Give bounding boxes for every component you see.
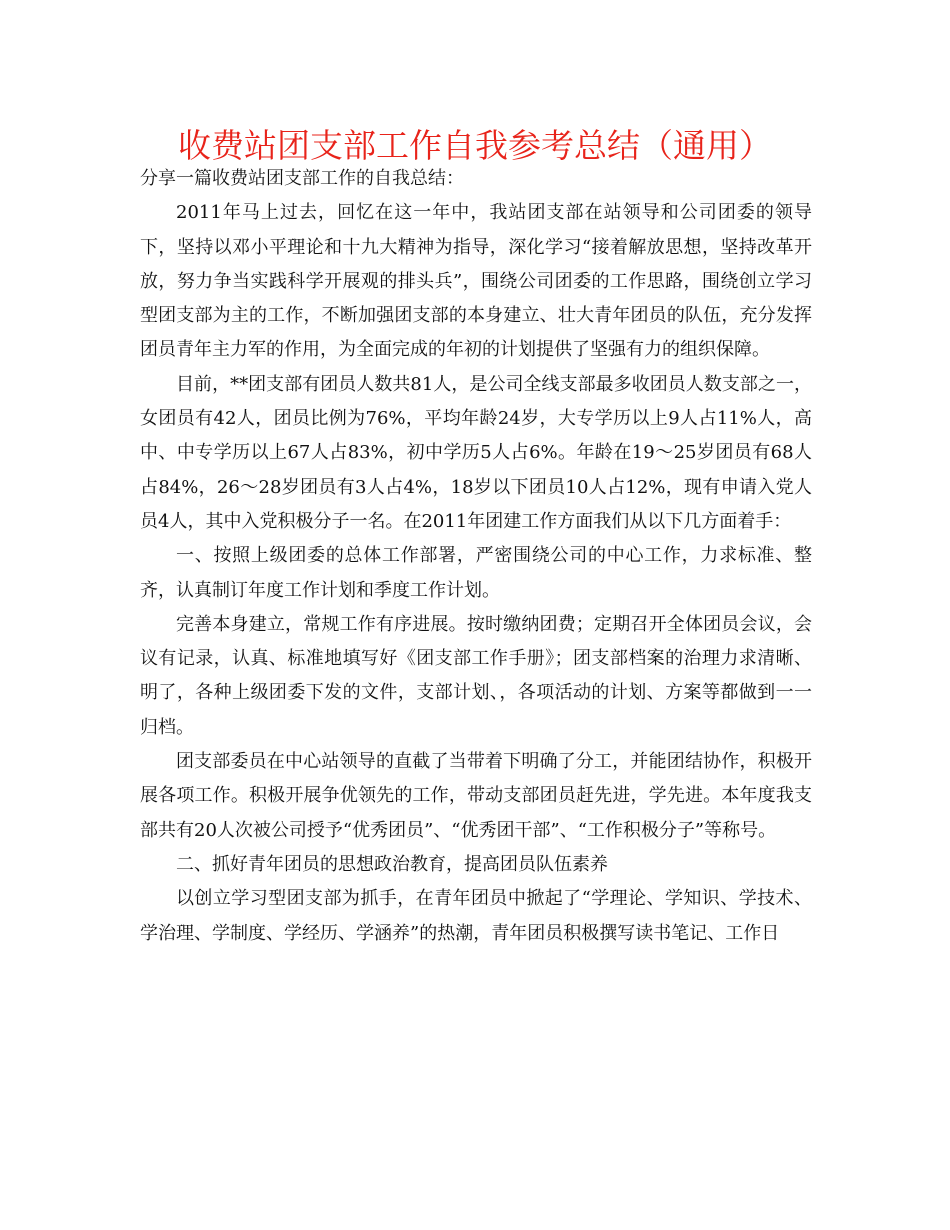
section-heading-paragraph: 一、按照上级团委的总体工作部署，严密围绕公司的中心工作，力求标准、整齐，认真制订年度工作计划和季度工作计划。 (140, 545, 812, 601)
body-paragraph: 目前，**团支部有团员人数共81人，是公司全线支部最多收团员人数支部之一，女团员有42人，团员比例为76%，平均年龄24岁，大专学历以上9人占11%人，高中、中专学历以上67人占83%，初中学历5人占6%。年龄在19～25岁团员有68人占84%，26～28岁团员有3人占4%，18岁以下团员10人占12%，现有申请入党人员4人，其中入党积极分子一名。在2011年团建工作方面我们从以下几方面着手： (140, 373, 812, 532)
intro-paragraph: 分享一篇收费站团支部工作的自我总结： (140, 168, 464, 189)
section-heading-paragraph: 二、抓好青年团员的思想政治教育，提高团员队伍素养 (176, 853, 608, 875)
body-paragraph: 2011年马上过去，回忆在这一年中，我站团支部在站领导和公司团委的领导下，坚持以邓小平理论和十九大精神为指导，深化学习“接着解放思想，坚持改革开放，努力争当实践科学开展观的排头兵”，围绕公司团委的工作思路，围绕创立学习型团支部为主的工作，不断加强团支部的本身建立、壮大青年团员的队伍，充分发挥团员青年主力军的作用，为全面完成的年初的计划提供了坚强有力的组织保障。 (140, 202, 812, 361)
body-paragraph: 完善本身建立，常规工作有序进展。按时缴纳团费；定期召开全体团员会议，会议有记录，认真、标准地填写好《团支部工作手册》；团支部档案的治理力求清晰、明了，各种上级团委下发的文件，支部计划、，各项活动的计划、方案等都做到一一归档。 (140, 613, 812, 738)
document-title: 收费站团支部工作自我参考总结（通用） (178, 126, 772, 165)
document-body (140, 162, 812, 951)
body-paragraph: 以创立学习型团支部为抓手，在青年团员中掀起了“学理论、学知识、学技术、学治理、学制度、学经历、学涵养”的热潮，青年团员积极撰写读书笔记、工作日 (140, 888, 812, 944)
body-paragraph: 团支部委员在中心站领导的直截了当带着下明确了分工，并能团结协作，积极开展各项工作。积极开展争优领先的工作，带动支部团员赶先进，学先进。本年度我支部共有20人次被公司授予“优秀团员”、“优秀团干部”、“工作积极分子”等称号。 (140, 751, 812, 841)
